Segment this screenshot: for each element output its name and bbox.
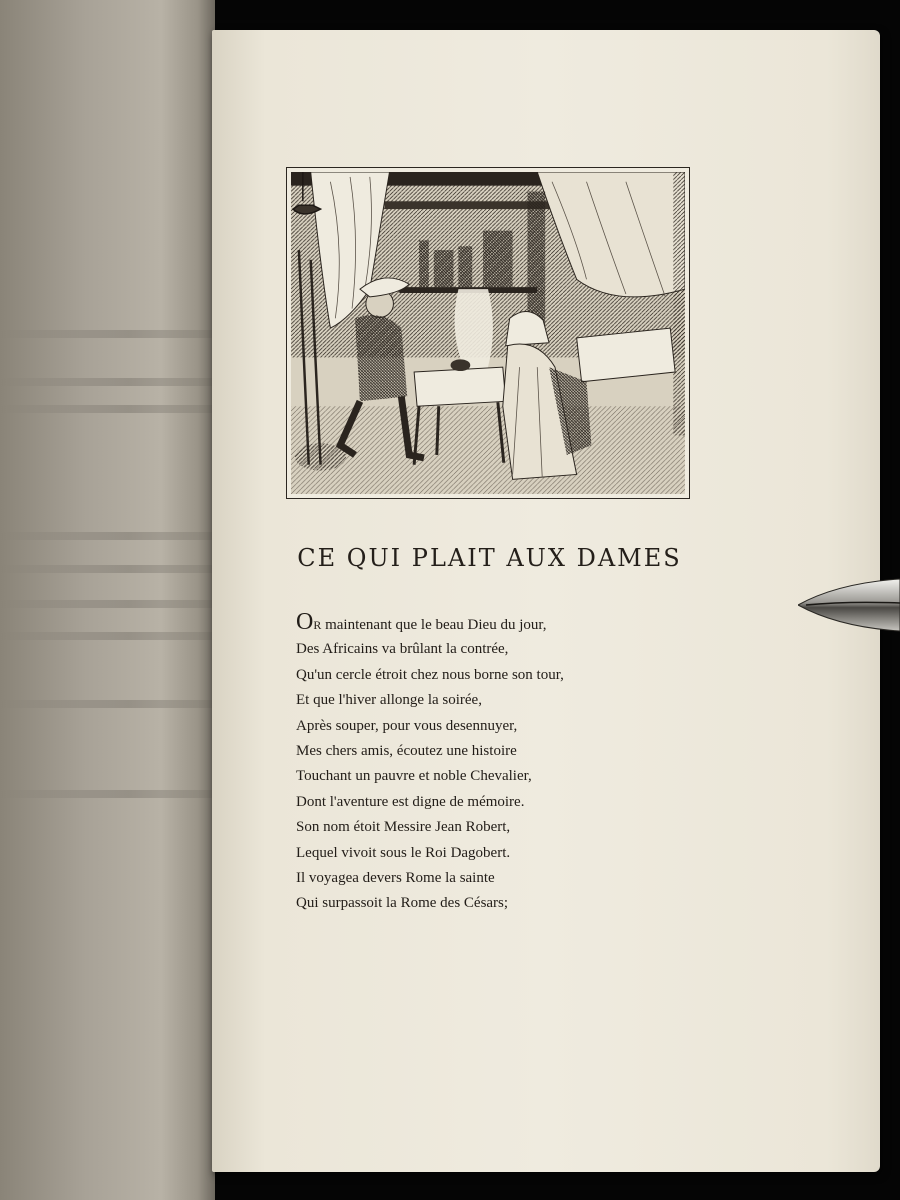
show-through-text bbox=[0, 330, 215, 338]
poem-line: Touchant un pauvre et noble Chevalier, bbox=[296, 768, 532, 785]
page-title: CE QUI PLAIT AUX DAMES bbox=[297, 544, 682, 572]
show-through-text bbox=[0, 700, 215, 708]
book-page bbox=[212, 30, 880, 1172]
poem-line: Des Africains va brûlant la contrée, bbox=[296, 641, 509, 658]
poem-line: Après souper, pour vous desennuyer, bbox=[296, 717, 518, 734]
engraving-picture bbox=[291, 172, 685, 494]
show-through-text bbox=[0, 632, 215, 640]
poem-text bbox=[296, 609, 756, 917]
show-through-text bbox=[0, 532, 215, 540]
poem-line: Son nom étoit Messire Jean Robert, bbox=[296, 819, 511, 836]
poem-line: Et que l'hiver allonge la soirée, bbox=[296, 692, 482, 709]
left-page bbox=[0, 0, 215, 1200]
poem-line: Qui surpassoit la Rome des Césars; bbox=[296, 895, 509, 912]
show-through-text bbox=[0, 790, 215, 798]
metal-pointer bbox=[798, 575, 900, 635]
engraving-illustration bbox=[286, 167, 690, 499]
show-through-text bbox=[0, 405, 215, 413]
show-through-text bbox=[0, 378, 215, 386]
first-line-rest: maintenant que le beau Dieu du jour, bbox=[321, 617, 547, 633]
poem-line: Il voyagea devers Rome la sainte bbox=[296, 869, 495, 886]
small-caps: R bbox=[313, 618, 322, 632]
poem-line: Mes chers amis, écoutez une histoire bbox=[296, 742, 517, 759]
drop-cap: O bbox=[296, 609, 314, 635]
poem-line: Lequel vivoit sous le Roi Dagobert. bbox=[296, 844, 511, 861]
show-through-text bbox=[0, 565, 215, 573]
show-through-text bbox=[0, 600, 215, 608]
poem-line: Dont l'aventure est digne de mémoire. bbox=[296, 793, 525, 810]
poem-line: Qu'un cercle étroit chez nous borne son tour, bbox=[296, 666, 564, 683]
poem-first-line bbox=[296, 609, 756, 637]
